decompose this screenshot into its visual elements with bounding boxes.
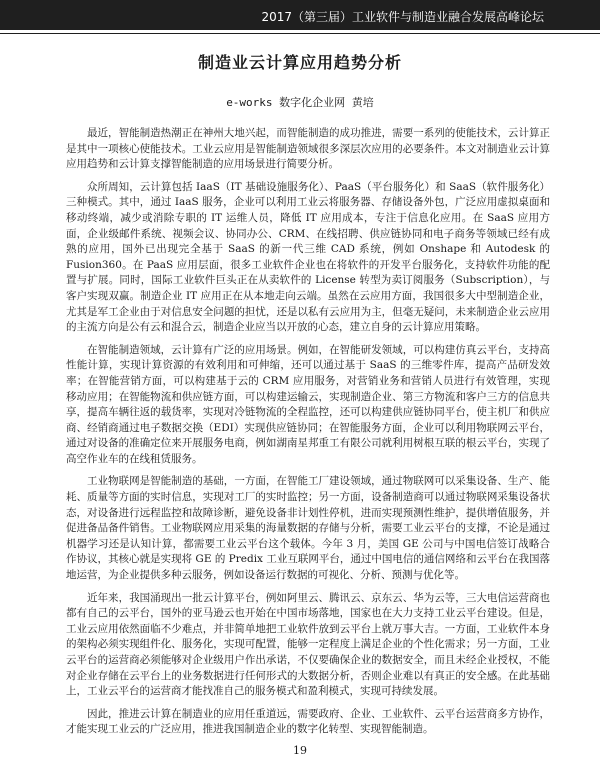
running-header: 2017（第三届）工业软件与制造业融合发展高峰论坛 — [261, 10, 544, 24]
header-rule — [0, 30, 600, 33]
paragraph: 众所周知，云计算包括 IaaS（IT 基础设施服务化）、PaaS（平台服务化）和 SaaS（软件服务化）三种模式。其中，通过 IaaS 服务，企业可以利用工业云将服务器、存储设备外包，广泛应用虚拟桌面和移动终端，减少或消除专职的 IT 运维人员，降低 IT 应用成本，专注于信息化应用。在 SaaS 应用方面，企业级邮件系统、视频会议、协同办公、CRM、在线招聘、供应链协同和电子商务等领域已经有成熟的应用，国外已出现完全基于 SaaS 的新一代三维 CAD 系统，例如 Onshape 和 Autodesk 的 Fusion360。在 PaaS 应用层面，很多工业软件企业也在将软件的开发平台服务化，支持软件功能的配置与扩展。同时，国际工业软件巨头正在从卖软件的 License 转型为卖订阅服务（Subscription），与客户实现双赢。制造企业 IT 应用正在从本地走向云端。虽然在云应用方面，我国很多大中型制造企业，尤其是军工企业由于对信息安全问题的担忧，还是以私有云应用为主，但毫无疑问，未来制造企业云应用的主流方向是公有云和混合云，制造企业应当以开放的心态，建立自身的云计算应用策略。 — [66, 180, 550, 334]
paragraph: 最近，智能制造热潮正在神州大地兴起，而智能制造的成功推进，需要一系列的使能技术，云计算正是其中一项核心使能技术。工业云应用是智能制造领域很多深层次应用的必要条件。本文对制造业云计算应用趋势和云计算支撑智能制造的应用场景进行简要分析。 — [66, 127, 550, 171]
paragraph: 在智能制造领域，云计算有广泛的应用场景。例如，在智能研发领域，可以构建仿真云平台，支持高性能计算，实现计算资源的有效利用和可伸缩，还可以通过基于 SaaS 的三维零件库，提高产品研发效率；在智能营销方面，可以构建基于云的 CRM 应用服务，对营销业务和营销人员进行有效管理，实现移动应用；在智能物流和供应链方面，可以构建运输云，实现制造企业、第三方物流和客户三方的信息共享，提高车辆往返的载货率，实现对冷链物流的全程监控，还可以构建供应链协同平台，使主机厂和供应商、经销商通过电子数据交换（EDI）实现供应链协同；在智能服务方面，企业可以利用物联网云平台，通过对设备的准确定位来开展服务电商，例如湖南星邦重工有限公司就利用树根互联的根云平台，实现了高空作业车的在线租赁服务。 — [66, 343, 550, 465]
paragraph: 近年来，我国涌现出一批云计算平台，例如阿里云、腾讯云、京东云、华为云等，三大电信运营商也都有自己的云平台，国外的亚马逊云也开始在中国市场落地，国家也在大力支持工业云平台建设。但是，工业云应用依然面临不少难点，并非简单地把工业软件放到云平台上就万事大吉。一方面，工业软件本身的架构必须实现组件化、服务化，实现可配置，能够一定程度上满足企业的个性化需求；另一方面，工业云平台的运营商必须能够对企业级用户作出承诺，不仅要确保企业的数据安全，而且未经企业授权，不能对企业存储在云平台上的业务数据进行任何形式的大数据分析，否则企业难以有真正的安全感。在此基础上，工业云平台的运营商才能找准自己的服务模式和盈利模式，实现可持续发展。 — [66, 591, 550, 698]
paragraph: 因此，推进云计算在制造业的应用任重道远，需要政府、企业、工业软件、云平台运营商多方协作，才能实现工业云的广泛应用，推进我国制造企业的数字化转型、实现智能制造。 — [66, 707, 550, 736]
article-author: e-works 数字化企业网 黄培 — [226, 96, 374, 109]
page-number: 19 — [293, 744, 307, 757]
header-band — [0, 0, 600, 34]
article-body — [66, 126, 550, 745]
paragraph: 工业物联网是智能制造的基础，一方面，在智能工厂建设领域，通过物联网可以采集设备、生产、能耗、质量等方面的实时信息，实现对工厂的实时监控；另一方面，设备制造商可以通过物联网采集设备状态，对设备进行远程监控和故障诊断，避免设备非计划性停机，进而实现预测性维护，提供增值服务，并促进备品备件销售。工业物联网应用采集的海量数据的存储与分析，需要工业云平台的支撑，不论是通过机器学习还是认知计算，都需要工业云平台这个载体。今年 3 月，美国 GE 公司与中国电信签订战略合作协议，其核心就是实现将 GE 的 Predix 工业互联网平台，通过中国电信的通信网络和云平台在我国落地运营，为企业提供多种云服务，例如设备运行数据的可视化、分析、预测与优化等。 — [66, 475, 550, 582]
article-title: 制造业云计算应用趋势分析 — [197, 53, 402, 72]
